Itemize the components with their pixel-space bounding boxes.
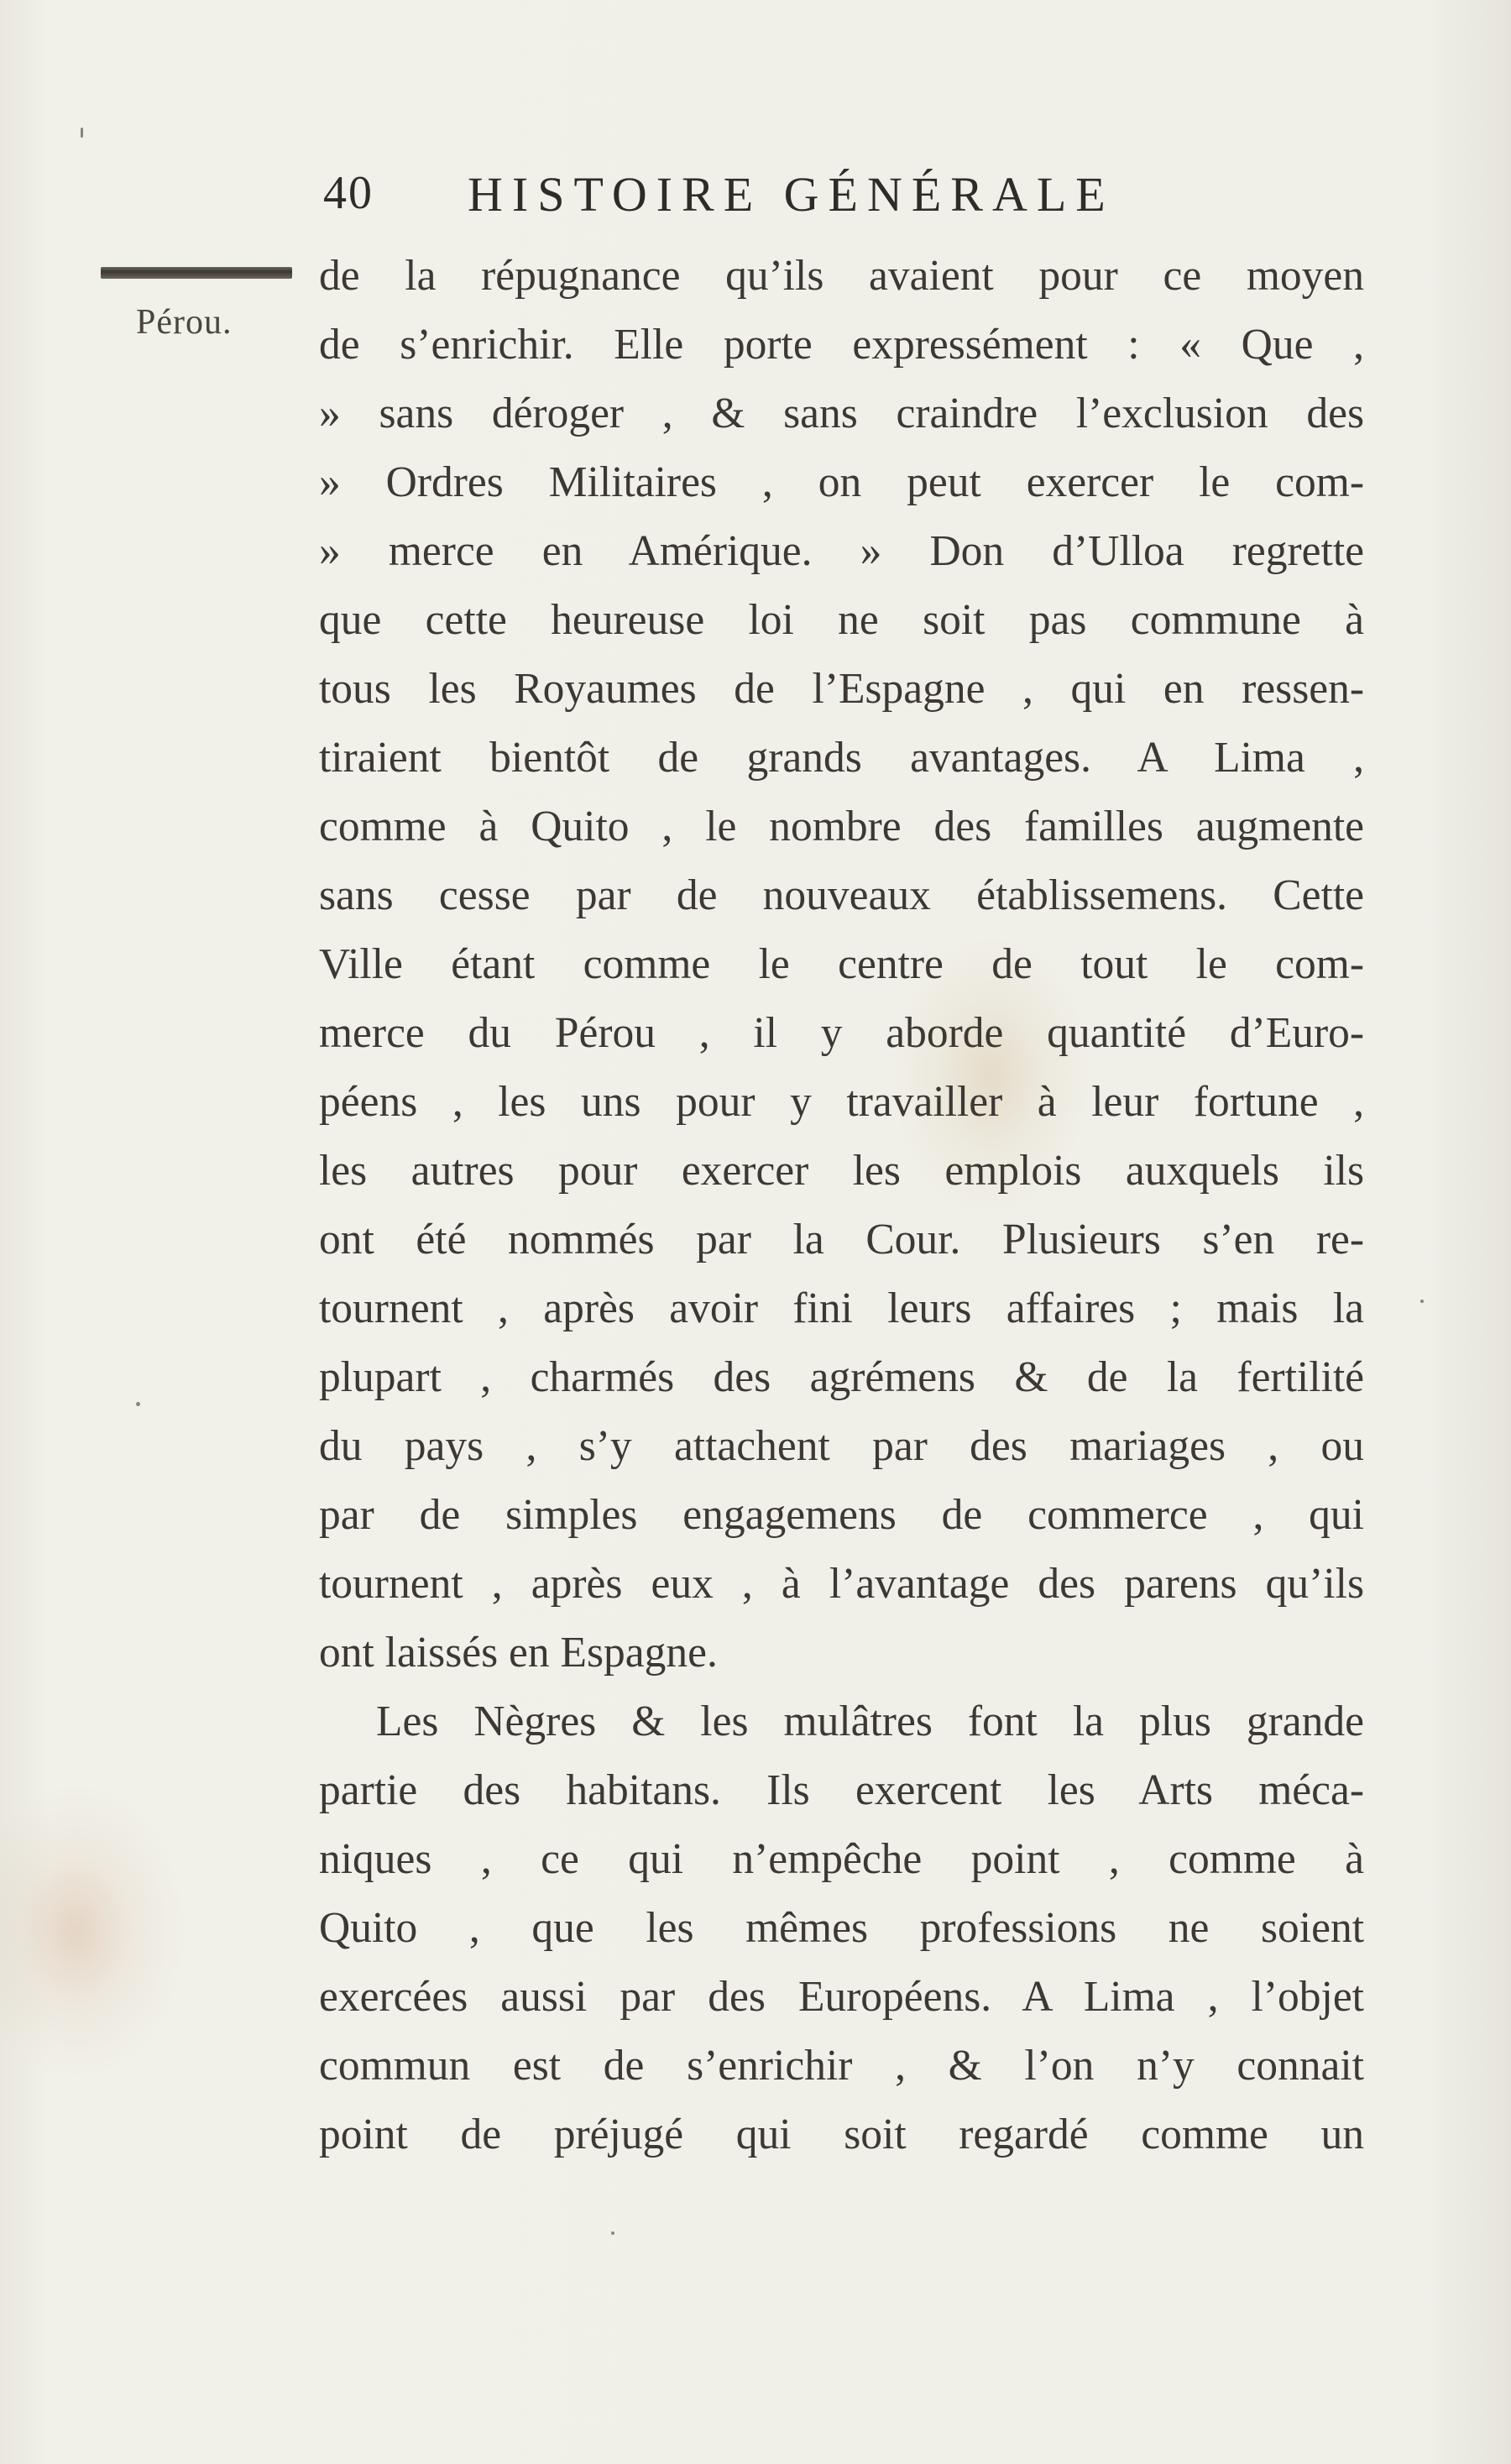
text-line: péens , les uns pour y travailler à leur fortune , xyxy=(319,1078,1364,1126)
text-line: » merce en Amérique. » Don d’Ulloa regrette xyxy=(319,527,1364,575)
text-line: les autres pour exercer les emplois auxquels ils xyxy=(319,1147,1364,1195)
text-line: niques , ce qui n’empêche point , comme à xyxy=(319,1835,1364,1883)
text-line: comme à Quito , le nombre des familles augmente xyxy=(319,803,1364,850)
running-title: HISTOIRE GÉNÉRALE xyxy=(468,167,1115,222)
text-line: du pays , s’y attachent par des mariages , ou xyxy=(319,1422,1364,1470)
text-line: tournent , après avoir fini leurs affaires ; mais la xyxy=(319,1284,1364,1332)
text-line: de la répugnance qu’ils avaient pour ce moyen xyxy=(319,252,1364,300)
text-line: sans cesse par de nouveaux établissemens. Cette xyxy=(319,871,1364,919)
text-line: » sans déroger , & sans craindre l’exclusion des xyxy=(319,390,1364,437)
text-line: tous les Royaumes de l’Espagne , qui en ressen- xyxy=(319,665,1364,713)
text-line: tournent , après eux , à l’avantage des parens qu’ils xyxy=(319,1560,1364,1608)
text-line: Ville étant comme le centre de tout le com- xyxy=(319,940,1364,988)
paper-speck xyxy=(81,128,83,138)
margin-rule xyxy=(101,267,292,279)
text-line: que cette heureuse loi ne soit pas commune à xyxy=(319,596,1364,644)
text-line: ont été nommés par la Cour. Plusieurs s’en re- xyxy=(319,1216,1364,1263)
margin-note: Pérou. xyxy=(136,303,233,342)
body-text xyxy=(319,242,1364,2169)
text-line: Les Nègres & les mulâtres font la plus grande xyxy=(376,1698,1364,1745)
text-line: point de préjugé qui soit regardé comme un xyxy=(319,2111,1364,2158)
text-line: partie des habitans. Ils exercent les Arts méca- xyxy=(319,1766,1364,1814)
text-line: par de simples engagemens de commerce , qui xyxy=(319,1491,1364,1539)
paper-speck xyxy=(1420,1300,1424,1303)
text-line: de s’enrichir. Elle porte expressément : « Que , xyxy=(319,321,1364,369)
text-line: commun est de s’enrichir , & l’on n’y connait xyxy=(319,2042,1364,2090)
text-line: Quito , que les mêmes professions ne soient xyxy=(319,1904,1364,1952)
text-line: » Ordres Militaires , on peut exercer le com- xyxy=(319,458,1364,506)
text-line: ont laissés en Espagne. xyxy=(319,1629,718,1677)
text-line: plupart , charmés des agrémens & de la fertilité xyxy=(319,1353,1364,1401)
paper-speck xyxy=(136,1402,140,1406)
page-number: 40 xyxy=(323,167,374,219)
text-line: tiraient bientôt de grands avantages. A Lima , xyxy=(319,734,1364,782)
text-line: merce du Pérou , il y aborde quantité d’Euro- xyxy=(319,1009,1364,1057)
text-line: exercées aussi par des Européens. A Lima , l’objet xyxy=(319,1973,1364,2021)
running-header xyxy=(323,166,1247,225)
paper-speck xyxy=(611,2231,614,2235)
